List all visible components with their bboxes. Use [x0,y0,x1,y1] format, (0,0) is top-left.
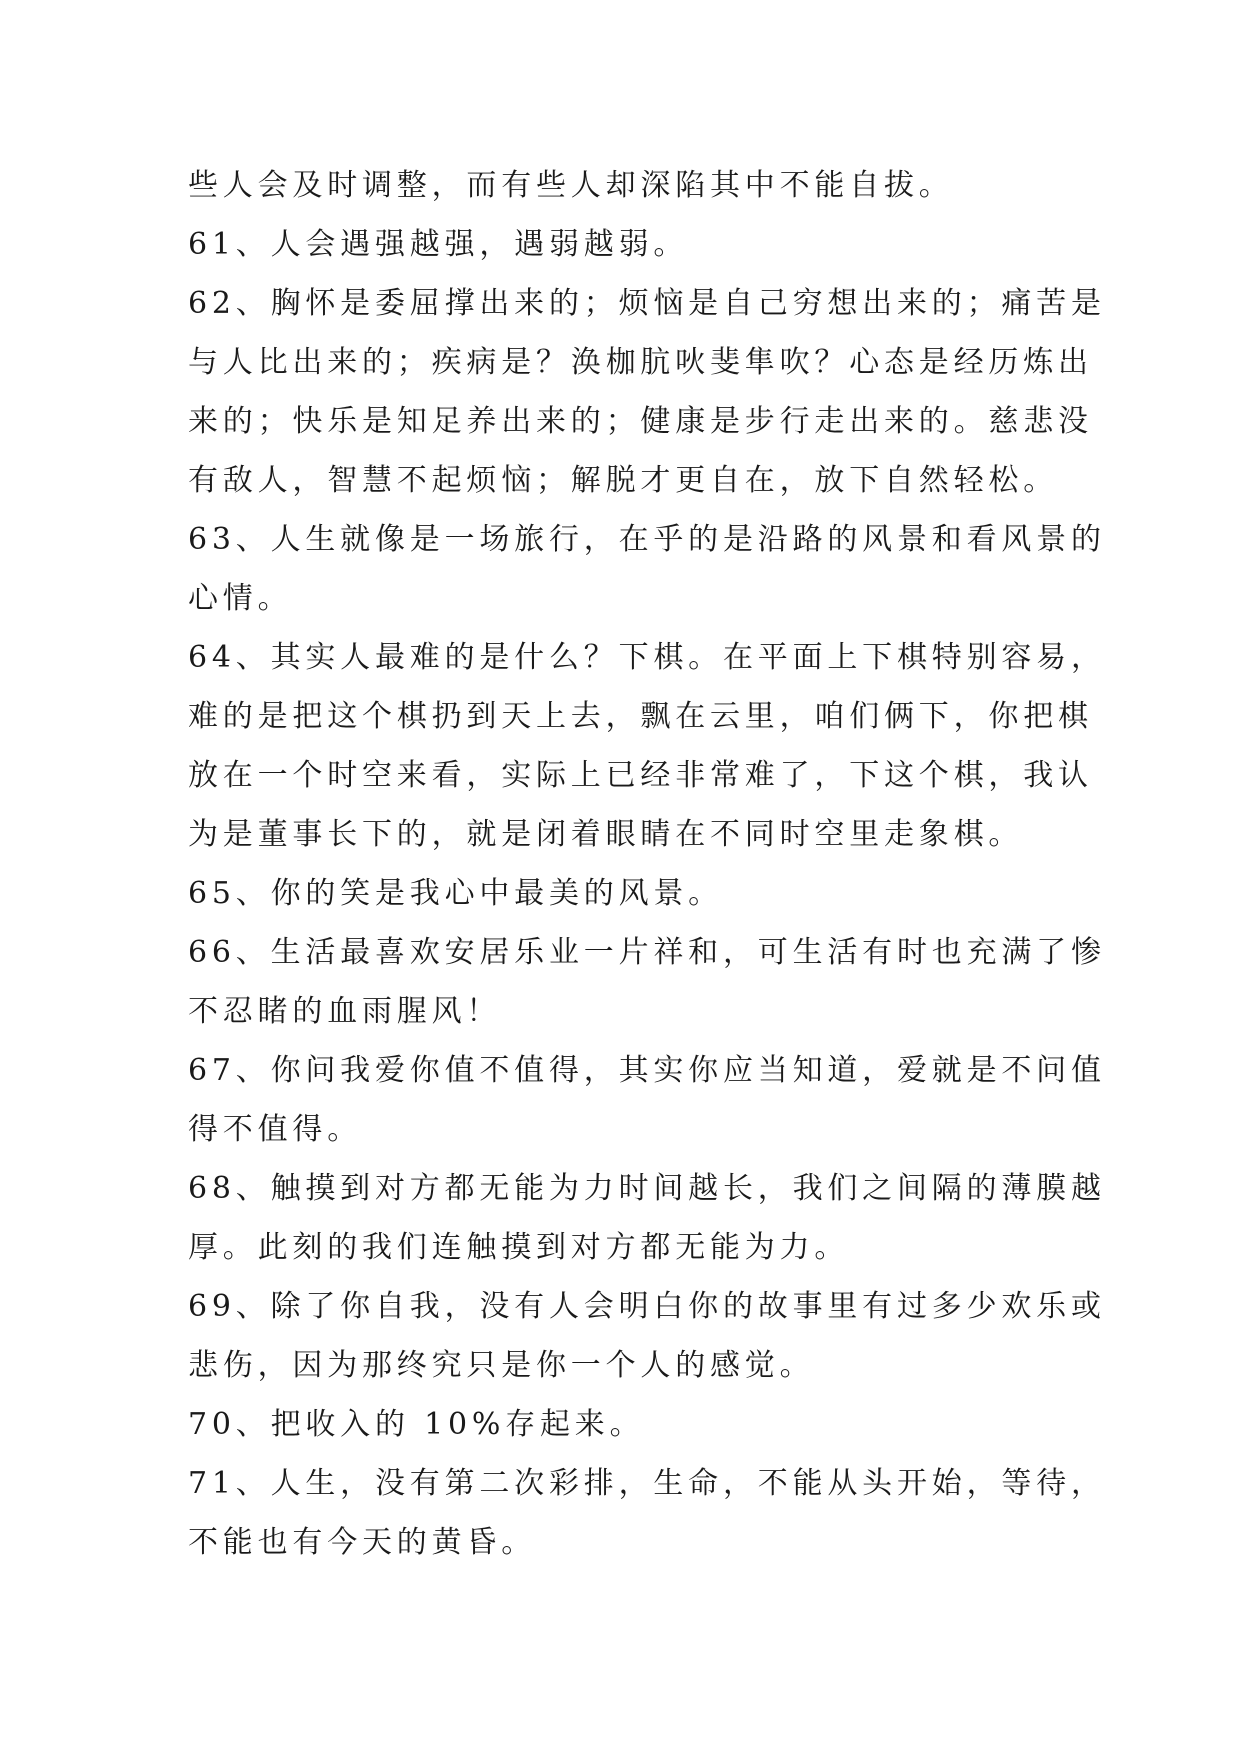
text-line: 70、把收入的 10%存起来。 [188,1407,645,1442]
text-line: 厚。此刻的我们连触摸到对方都无能为力。 [188,1230,850,1265]
text-line: 与人比出来的；疾病是？涣枷肮吙斐隼吹？心态是经历炼出 [188,345,1093,380]
text-line: 有敌人，智慧不起烦恼；解脱才更自在，放下自然轻松。 [188,463,1058,498]
text-line: 为是董事长下的，就是闭着眼睛在不同时空里走象棋。 [188,817,1024,852]
text-line: 69、除了你自我，没有人会明白你的故事里有过多少欢乐或 [188,1289,1106,1324]
text-line: 68、触摸到对方都无能为力时间越长，我们之间隔的薄膜越 [188,1171,1106,1206]
text-line: 63、人生就像是一场旅行，在乎的是沿路的风景和看风景的 [188,522,1106,557]
text-line: 些人会及时调整，而有些人却深陷其中不能自拔。 [188,168,954,203]
text-line: 不能也有今天的黄昏。 [188,1525,536,1560]
text-line: 71、人生，没有第二次彩排，生命，不能从头开始，等待， [188,1466,1106,1501]
text-line: 心情。 [188,581,293,616]
text-line: 悲伤，因为那终究只是你一个人的感觉。 [188,1348,815,1383]
text-line: 不忍睹的血雨腥风！ [188,994,502,1029]
text-line: 64、其实人最难的是什么？下棋。在平面上下棋特别容易， [188,640,1106,675]
text-line: 62、胸怀是委屈撑出来的；烦恼是自己穷想出来的；痛苦是 [188,286,1106,321]
document-body [188,156,1106,1572]
text-line: 放在一个时空来看，实际上已经非常难了，下这个棋，我认 [188,758,1093,793]
text-line: 难的是把这个棋扔到天上去，飘在云里，咱们俩下，你把棋 [188,699,1093,734]
text-line: 61、人会遇强越强，遇弱越弱。 [188,227,689,262]
text-line: 来的；快乐是知足养出来的；健康是步行走出来的。慈悲没 [188,404,1093,439]
text-line: 得不值得。 [188,1112,362,1147]
text-line: 66、生活最喜欢安居乐业一片祥和，可生活有时也充满了惨 [188,935,1106,970]
text-line: 67、你问我爱你值不值得，其实你应当知道，爱就是不问值 [188,1053,1106,1088]
text-line: 65、你的笑是我心中最美的风景。 [188,876,723,911]
